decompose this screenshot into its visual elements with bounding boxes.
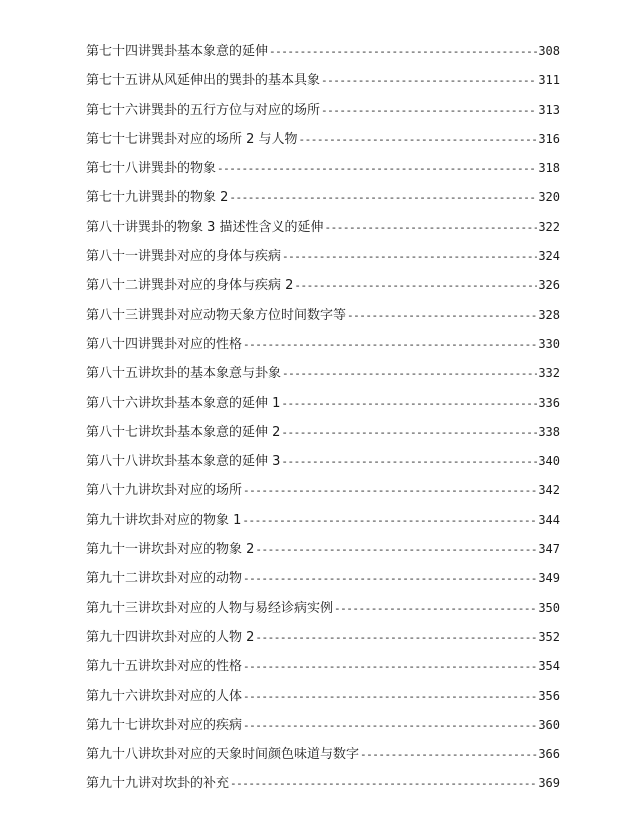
toc-dot-leader [230, 769, 537, 798]
toc-dot-leader [325, 213, 538, 242]
toc-entry-title: 第七十八讲巽卦的物象 [86, 161, 217, 177]
toc-entry-page-number: 342 [538, 483, 560, 498]
toc-dot-leader [243, 682, 537, 711]
toc-entry[interactable] [86, 96, 560, 125]
toc-entry-title: 第七十九讲巽卦的物象 2 [86, 190, 229, 206]
toc-entry-title: 第九十二讲坎卦对应的动物 [86, 571, 243, 587]
toc-entry-title: 第八十六讲坎卦基本象意的延伸 1 [86, 395, 281, 411]
toc-dot-leader [321, 66, 537, 95]
toc-entry[interactable] [86, 652, 560, 681]
toc-dot-leader [243, 564, 537, 593]
toc-entry[interactable] [86, 623, 560, 652]
toc-dot-leader [281, 389, 537, 418]
toc-entry-page-number: 318 [538, 161, 560, 176]
toc-entry-title: 第七十七讲巽卦对应的场所 2 与人物 [86, 131, 298, 147]
toc-dot-leader [255, 623, 537, 652]
toc-entry[interactable] [86, 154, 560, 183]
toc-entry-page-number: 332 [538, 366, 560, 381]
toc-entry-title: 第八十八讲坎卦基本象意的延伸 3 [86, 454, 281, 470]
toc-dot-leader [299, 125, 538, 154]
toc-entry[interactable] [86, 183, 560, 212]
toc-entry[interactable] [86, 389, 560, 418]
toc-entry[interactable] [86, 37, 560, 66]
toc-entry-page-number: 313 [538, 102, 560, 117]
toc-dot-leader [243, 476, 537, 505]
toc-entry-page-number: 308 [538, 44, 560, 58]
toc-entry[interactable] [86, 476, 560, 505]
toc-entry-page-number: 338 [538, 424, 560, 439]
toc-entry-title: 第七十六讲巽卦的五行方位与对应的场所 [86, 102, 321, 118]
toc-entry-title: 第九十八讲坎卦对应的天象时间颜色味道与数字 [86, 747, 360, 763]
toc-entry[interactable] [86, 740, 560, 769]
toc-dot-leader [334, 594, 537, 623]
toc-dot-leader [282, 242, 537, 271]
toc-entry-page-number: 366 [538, 747, 560, 762]
toc-entry-page-number: 322 [538, 219, 560, 234]
toc-entry-title: 第九十讲坎卦对应的物象 1 [86, 512, 242, 528]
toc-entry-page-number: 328 [538, 307, 560, 322]
toc-entry-title: 第八十三讲巽卦对应动物天象方位时间数字等 [86, 307, 347, 323]
toc-entry-title: 第八十一讲巽卦对应的身体与疾病 [86, 249, 282, 265]
toc-entry-page-number: 316 [538, 131, 560, 146]
toc-dot-leader [281, 447, 537, 476]
toc-entry[interactable] [86, 418, 560, 447]
toc-entry-page-number: 350 [538, 600, 560, 615]
toc-entry[interactable] [86, 564, 560, 593]
toc-dot-leader [242, 506, 537, 535]
toc-entry-title: 第八十四讲巽卦对应的性格 [86, 336, 243, 352]
toc-dot-leader [243, 652, 537, 681]
toc-entry-page-number: 330 [538, 336, 560, 351]
toc-entry-page-number: 311 [538, 73, 560, 88]
toc-entry[interactable] [86, 535, 560, 564]
toc-entry-title: 第九十六讲坎卦对应的人体 [86, 688, 243, 704]
toc-dot-leader [269, 37, 537, 66]
toc-dot-leader [255, 535, 537, 564]
toc-dot-leader [282, 359, 537, 388]
toc-dot-leader [229, 183, 537, 212]
toc-entry-title: 第九十九讲对坎卦的补充 [86, 776, 230, 792]
toc-entry-title: 第八十讲巽卦的物象 3 描述性含义的延伸 [86, 219, 324, 235]
toc-entry[interactable] [86, 594, 560, 623]
toc-dot-leader [217, 154, 537, 183]
toc-entry-page-number: 344 [538, 512, 560, 527]
toc-entry[interactable] [86, 447, 560, 476]
toc-dot-leader [321, 96, 537, 125]
toc-entry-title: 第九十一讲坎卦对应的物象 2 [86, 542, 255, 558]
toc-entry-page-number: 320 [538, 190, 560, 205]
toc-entry-title: 第九十五讲坎卦对应的性格 [86, 659, 243, 675]
toc-entry-page-number: 360 [538, 717, 560, 732]
toc-entry-page-number: 336 [538, 395, 560, 410]
toc-dot-leader [347, 301, 537, 330]
table-of-contents [86, 37, 560, 799]
toc-entry-page-number: 349 [538, 571, 560, 586]
toc-dot-leader [281, 418, 537, 447]
toc-entry[interactable] [86, 301, 560, 330]
toc-entry-page-number: 356 [538, 688, 560, 703]
toc-entry-title: 第九十三讲坎卦对应的人物与易经诊病实例 [86, 600, 334, 616]
toc-entry-title: 第八十二讲巽卦对应的身体与疾病 2 [86, 278, 294, 294]
toc-entry[interactable] [86, 769, 560, 798]
toc-entry[interactable] [86, 213, 560, 242]
toc-entry-page-number: 326 [538, 278, 560, 293]
toc-dot-leader [243, 330, 537, 359]
toc-entry[interactable] [86, 271, 560, 300]
toc-entry-title: 第八十九讲坎卦对应的场所 [86, 483, 243, 499]
toc-entry-page-number: 340 [538, 454, 560, 469]
toc-dot-leader [360, 740, 537, 769]
toc-entry-page-number: 354 [538, 659, 560, 674]
toc-entry-page-number: 324 [538, 249, 560, 264]
toc-entry[interactable] [86, 506, 560, 535]
toc-entry-title: 第七十四讲巽卦基本象意的延伸 [86, 44, 269, 59]
toc-entry[interactable] [86, 242, 560, 271]
toc-entry-title: 第九十七讲坎卦对应的疾病 [86, 717, 243, 733]
toc-entry-title: 第九十四讲坎卦对应的人物 2 [86, 629, 255, 645]
toc-entry[interactable] [86, 330, 560, 359]
toc-dot-leader [294, 271, 537, 300]
toc-entry-page-number: 352 [538, 629, 560, 644]
toc-entry-page-number: 347 [538, 542, 560, 557]
toc-entry[interactable] [86, 66, 560, 95]
toc-entry-title: 第七十五讲从风延伸出的巽卦的基本具象 [86, 73, 321, 89]
toc-entry[interactable] [86, 682, 560, 711]
toc-entry-title: 第八十五讲坎卦的基本象意与卦象 [86, 366, 282, 382]
toc-entry[interactable] [86, 125, 560, 154]
toc-dot-leader [243, 711, 537, 740]
toc-entry[interactable] [86, 359, 560, 388]
toc-entry-title: 第八十七讲坎卦基本象意的延伸 2 [86, 424, 281, 440]
toc-entry[interactable] [86, 711, 560, 740]
toc-entry-page-number: 369 [538, 776, 560, 791]
